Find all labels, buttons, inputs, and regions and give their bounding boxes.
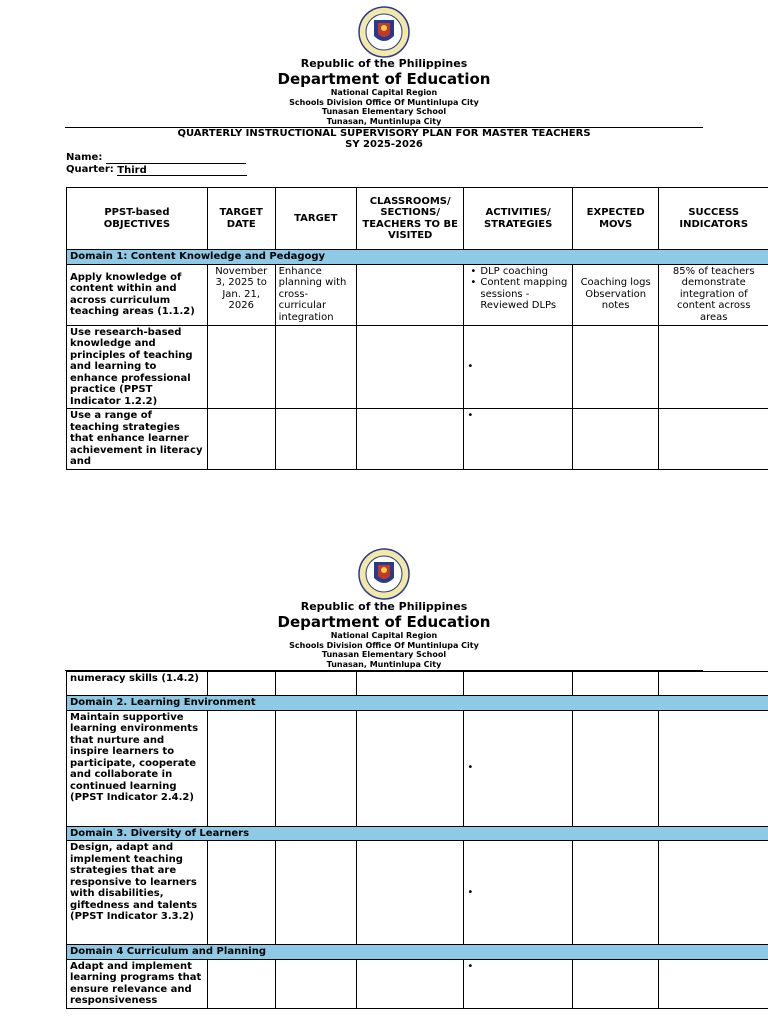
header-classrooms: CLASSROOMS/ SECTIONS/ TEACHERS TO BE VISITED: [356, 188, 463, 250]
activities-bullet: •: [464, 409, 572, 470]
header-success: SUCCESS INDICATORS: [659, 188, 768, 250]
domain-4-label: Domain 4 Curriculum and Planning: [67, 945, 768, 960]
objective-cell: numeracy skills (1.4.2): [67, 672, 208, 696]
activity-item: • Content mapping sessions - Reviewed DLPs: [467, 277, 568, 312]
header-target: TARGET: [275, 188, 356, 250]
deped-seal-icon: [358, 548, 410, 600]
table-row: [67, 710, 768, 826]
name-field: Name:: [66, 152, 247, 164]
activities-bullet: •: [464, 325, 572, 409]
republic-text: Republic of the Philippines: [300, 600, 468, 613]
department-title: Department of Education: [277, 613, 491, 631]
region-text: National Capital Region: [330, 88, 438, 97]
movs-cell: Coaching logs Observation notes: [572, 264, 659, 325]
activities-bullet: •: [464, 959, 572, 1008]
address-text: Tunasan, Muntinlupa City: [326, 116, 442, 126]
objective-cell: Apply knowledge of content within and across curriculum teaching areas (1.1.2): [67, 264, 208, 325]
quarter-field: Quarter: Third: [66, 164, 247, 176]
table-row: [67, 672, 768, 696]
document-title: QUARTERLY INSTRUCTIONAL SUPERVISORY PLAN FOR MASTER TEACHERS: [177, 128, 591, 139]
domain-3-row: [67, 826, 768, 841]
domain-2-label: Domain 2. Learning Environment: [67, 696, 768, 711]
address-text: Tunasan, Muntinlupa City: [326, 659, 442, 669]
page-2: [0, 548, 768, 1024]
division-text: Schools Division Office Of Muntinlupa City: [289, 97, 479, 107]
republic-text: Republic of the Philippines: [300, 57, 468, 70]
domain-1-row: [67, 250, 768, 265]
plan-table-page-1: [66, 187, 768, 470]
header-objectives: PPST-based OBJECTIVES: [67, 188, 208, 250]
table-row: [67, 409, 768, 470]
department-title: Department of Education: [277, 70, 491, 88]
school-text: Tunasan Elementary School: [321, 107, 447, 116]
target-cell: Enhance planning with cross-curricular integration: [275, 264, 356, 325]
table-row: [67, 264, 768, 325]
table-row: [67, 959, 768, 1008]
header-movs: EXPECTED MOVS: [572, 188, 659, 250]
activity-item: • DLP coaching: [467, 266, 568, 278]
division-text: Schools Division Office Of Muntinlupa City: [289, 640, 479, 650]
classrooms-cell: [356, 264, 463, 325]
objective-cell: Maintain supportive learning environments that nurture and inspire learners to participate, cooperate and collaborate in continued learning (PPST Indicator 2.4.2): [67, 710, 208, 826]
objective-cell: Use a range of teaching strategies that enhance learner achievement in literacy and: [67, 409, 208, 470]
school-year: SY 2025-2026: [345, 139, 423, 150]
domain-4-row: [67, 945, 768, 960]
objective-cell: Use research-based knowledge and principles of teaching and learning to enhance professional practice (PPST Indicator 1.2.2): [67, 325, 208, 409]
deped-seal-icon: [358, 6, 410, 58]
header-target-date: TARGET DATE: [207, 188, 275, 250]
objective-cell: Design, adapt and implement teaching strategies that are responsive to learners with disabilities, giftedness and talents (PPST Indicator 3.3.2): [67, 841, 208, 945]
table-row: [67, 841, 768, 945]
activities-bullet: •: [464, 841, 572, 945]
domain-2-row: [67, 696, 768, 711]
table-row: [67, 325, 768, 409]
plan-table-page-2: [66, 671, 768, 1009]
objective-cell: Adapt and implement learning programs that ensure relevance and responsiveness: [67, 959, 208, 1008]
success-cell: 85% of teachers demonstrate integration of content across areas: [659, 264, 768, 325]
header-activities: ACTIVITIES/ STRATEGIES: [464, 188, 572, 250]
school-text: Tunasan Elementary School: [321, 650, 447, 659]
activities-bullet: •: [464, 710, 572, 826]
domain-3-label: Domain 3. Diversity of Learners: [67, 826, 768, 841]
quarter-value: Third: [117, 165, 247, 176]
table-header-row: [67, 188, 768, 250]
target-date-cell: November 3, 2025 to Jan. 21, 2026: [207, 264, 275, 325]
activities-cell: [464, 264, 572, 325]
domain-1-label: Domain 1: Content Knowledge and Pedagogy: [67, 250, 768, 265]
region-text: National Capital Region: [330, 631, 438, 640]
